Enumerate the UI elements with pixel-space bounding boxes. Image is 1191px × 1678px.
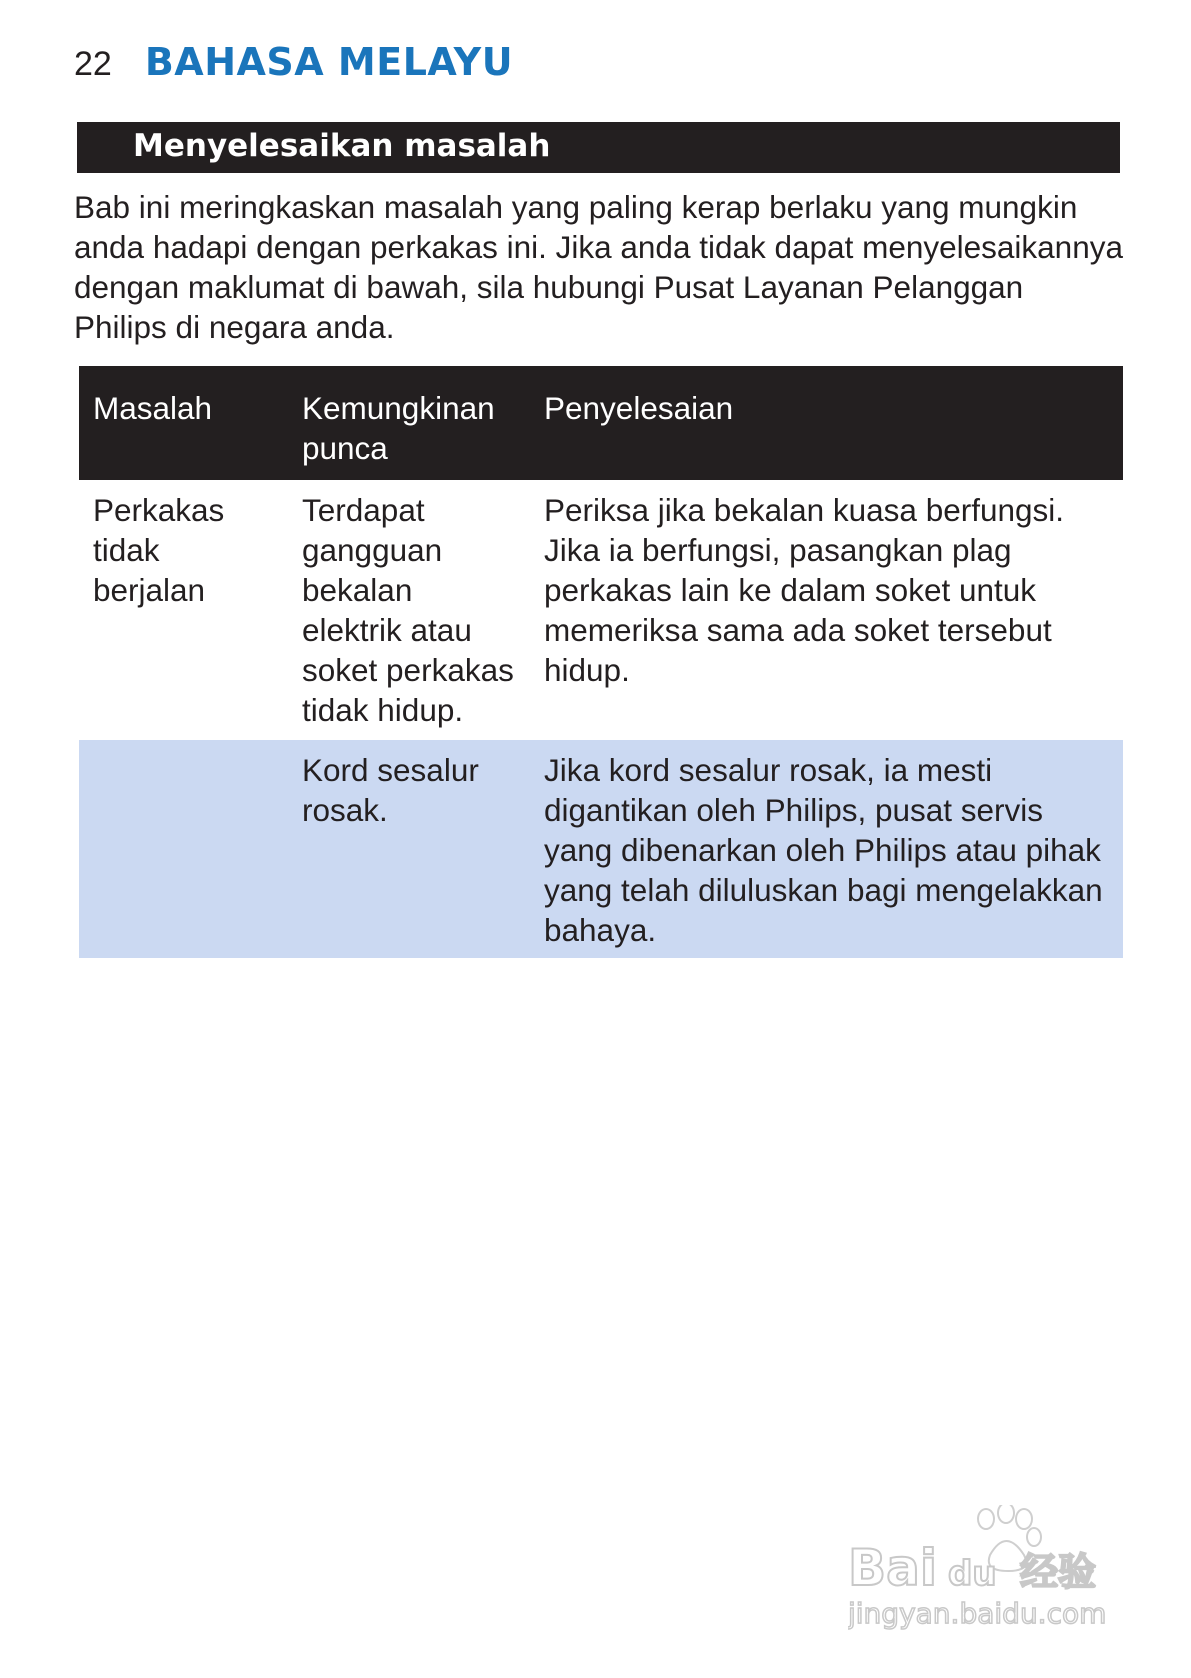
- table-row: [79, 740, 1123, 958]
- troubleshooting-table: [79, 366, 1123, 958]
- table-row: [79, 480, 1123, 740]
- cell-problem: [79, 740, 288, 958]
- svg-text:经验: 经验: [1020, 1550, 1097, 1594]
- svg-text:jingyan.baidu.com: jingyan.baidu.com: [848, 1597, 1107, 1630]
- section-title-bar: [77, 122, 1120, 173]
- cell-cause: Terdapat gangguan bekalan elektrik atau soket perkakas tidak hidup.: [302, 492, 514, 728]
- header-possible-cause: Kemungkinan punca: [302, 390, 495, 466]
- svg-text:Bai: Bai: [848, 1539, 937, 1597]
- page-header: [74, 40, 513, 84]
- header-solution: Penyelesaian: [544, 390, 734, 426]
- cell-cause: Kord sesalur rosak.: [302, 752, 479, 828]
- header-problem: Masalah: [93, 390, 213, 426]
- svg-text:du: du: [948, 1554, 997, 1594]
- language-title: BAHASA MELAYU: [144, 40, 514, 84]
- page-number: 22: [74, 45, 112, 83]
- baidu-watermark-logo: [848, 1505, 1128, 1635]
- cell-solution: Periksa jika bekalan kuasa berfungsi. Jika ia berfungsi, pasangkan plag perkakas lain ke dalam soket untuk memeriksa sama ada soket tersebut hidup.: [544, 492, 1065, 688]
- intro-paragraph: Bab ini meringkaskan masalah yang paling kerap berlaku yang mungkin anda hadapi dengan perkakas ini. Jika anda tidak dapat menyelesaikannya dengan maklumat di bawah, sila hubungi Pusat Layanan Pelanggan Philips di negara anda.: [74, 189, 1123, 345]
- cell-problem: Perkakas tidak berjalan: [93, 492, 225, 608]
- section-title: Menyelesaikan masalah: [133, 128, 551, 164]
- table-header-row: [79, 366, 1123, 480]
- cell-solution: Jika kord sesalur rosak, ia mesti digantikan oleh Philips, pusat servis yang dibenarkan oleh Philips atau pihak yang telah diluluskan bagi mengelakkan bahaya.: [544, 752, 1103, 948]
